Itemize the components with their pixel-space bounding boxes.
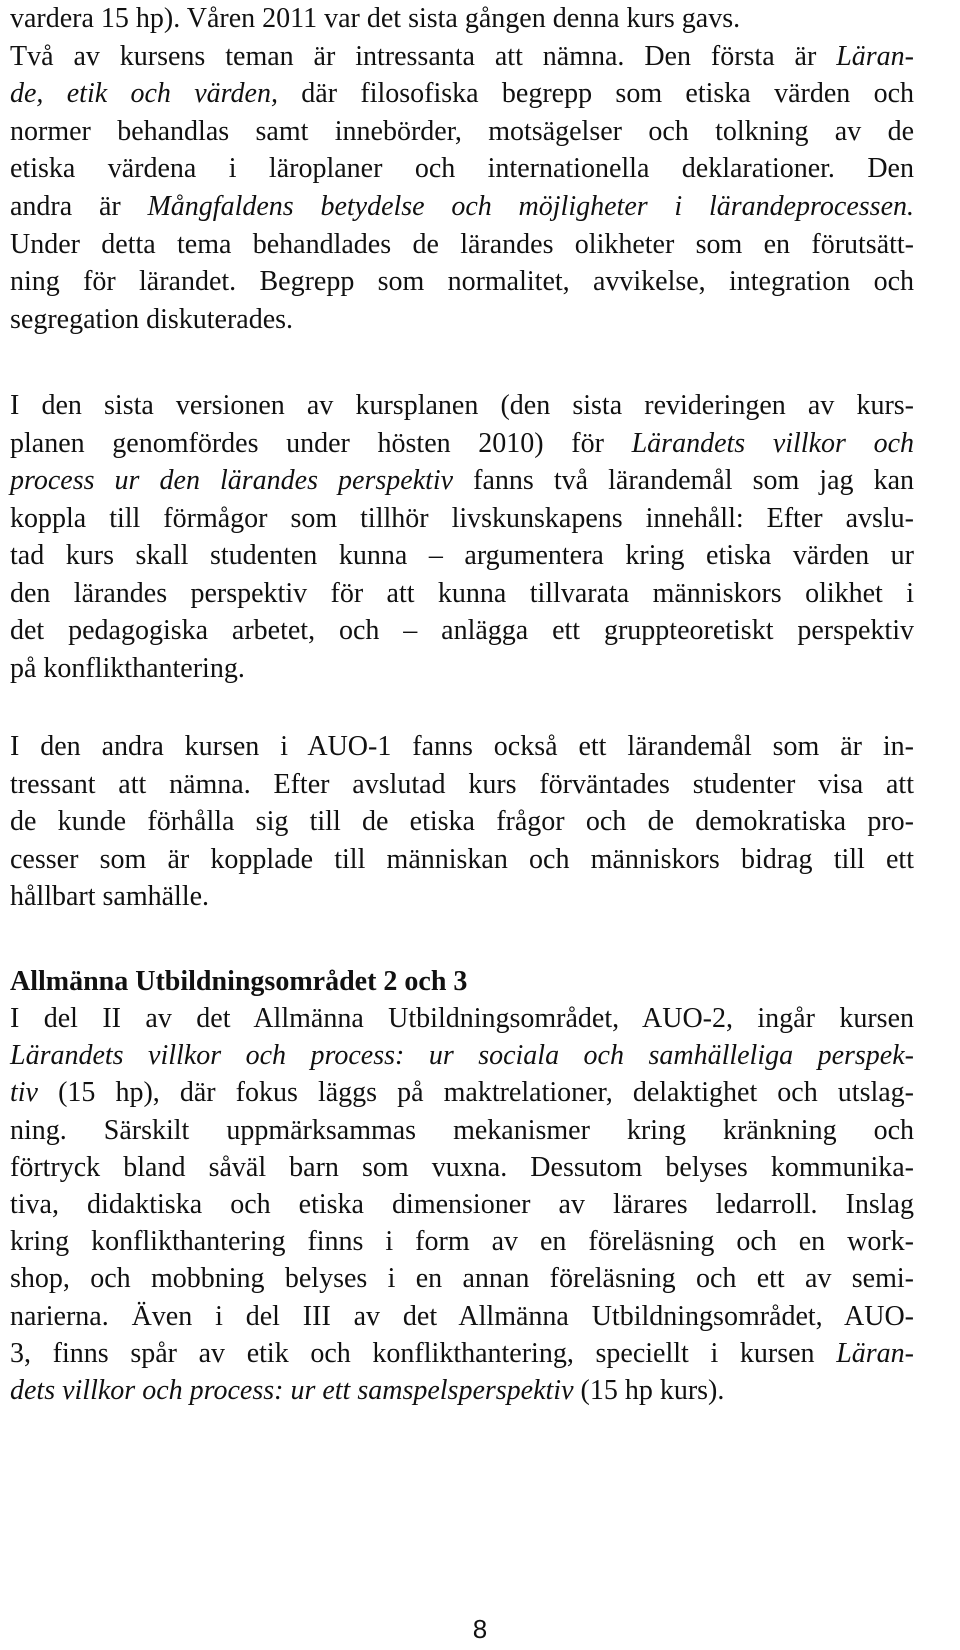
italic-title-text: dets villkor och process: ur ett samspelsperspektiv [10, 1375, 574, 1406]
text-line [10, 1038, 914, 1074]
text-line [10, 1224, 914, 1260]
body-text: tiva, didaktiska och etiska dimensioner av lärares ledarroll. Inslag [10, 1189, 914, 1220]
body-text: etiska värdena i läroplaner och internationella deklarationer. Den [10, 153, 914, 185]
body-text: andra är [10, 191, 148, 222]
text-line [10, 1261, 914, 1297]
body-text: där filosofiska begrepp som etiska värden och [277, 78, 914, 110]
text-line [10, 1187, 914, 1223]
body-text: fanns två lärandemål som jag kan [453, 465, 914, 496]
text-line [10, 501, 914, 537]
text-line [10, 1299, 914, 1335]
text-line [10, 39, 914, 75]
body-text: 3, finns spår av etik och konflikthantering, speciellt i kursen [10, 1337, 837, 1369]
body-text: I den sista versionen av kursplanen (den sista revideringen av kurs- [10, 390, 914, 421]
page-number: 8 [472, 1614, 488, 1644]
body-text: koppla till förmågor som tillhör livskunskapens innehåll: Efter avslu- [10, 502, 914, 534]
body-text: (15 hp), där fokus läggs på maktrelationer, delaktighet och utslag- [38, 1077, 914, 1109]
body-text: den lärandes perspektiv för att kunna tillvarata människors olikhet i [10, 577, 914, 609]
body-text: tad kurs skall studenten kunna – argumentera kring etiska värden ur [10, 540, 914, 571]
italic-title-text: de, etik och värden, [10, 78, 278, 110]
body-text: de kunde förhålla sig till de etiska frågor och de demokratiska pro- [10, 806, 914, 837]
italic-title-text: tiv [10, 1077, 38, 1109]
body-text: förtryck bland såväl barn som vuxna. Dessutom belyses kommunika- [10, 1151, 914, 1183]
text-line [10, 1150, 914, 1186]
text-line [10, 1, 740, 37]
body-text: ning för lärandet. Begrepp som normalitet, avvikelse, integration och [10, 266, 914, 298]
text-line [10, 576, 914, 612]
body-text: vardera 15 hp). Våren 2011 var det sista gången denna kurs gavs. [10, 3, 741, 34]
body-text: kring konflikthantering finns i form av en föreläsning och en work- [10, 1226, 914, 1258]
text-line [10, 1001, 914, 1037]
italic-title-text: Lärandets villkor och [631, 427, 914, 459]
body-text: shop, och mobbning belyses i en annan föreläsning och ett av semi- [10, 1263, 914, 1295]
text-line [10, 114, 914, 150]
italic-title-text: Läran- [836, 40, 914, 72]
italic-title-text: Mångfaldens betydelse och möjligheter i lärandeprocessen. [147, 191, 914, 222]
body-text: Under detta tema behandlades de lärandes olikheter som en förutsätt- [10, 228, 914, 260]
text-line [10, 1336, 914, 1372]
text-line [10, 76, 914, 112]
body-text: I del II av det Allmänna Utbildningsområdet, AUO-2, ingår kursen [10, 1003, 914, 1034]
text-line [10, 426, 914, 462]
text-line [10, 227, 914, 263]
body-text: Två av kursens teman är intressanta att nämna. Den första är [10, 40, 837, 72]
text-line [10, 463, 914, 499]
italic-title-text: process ur den lärandes perspektiv [10, 465, 454, 496]
text-line [10, 767, 914, 803]
text-line [10, 151, 914, 187]
italic-title-text: Läran- [836, 1337, 914, 1369]
body-text: tressant att nämna. Efter avslutad kurs förväntades studenter visa att [10, 768, 914, 800]
text-line [10, 879, 209, 915]
text-line [10, 302, 293, 338]
body-text: I den andra kursen i AUO-1 fanns också ett lärandemål som är in- [10, 731, 914, 762]
text-line [10, 1075, 914, 1111]
text-line [10, 651, 245, 687]
text-line [10, 804, 914, 840]
body-text: narierna. Även i del III av det Allmänna Utbildningsområdet, AUO- [10, 1300, 914, 1332]
body-text: hållbart samhälle. [10, 881, 210, 912]
italic-title-text: Lärandets villkor och process: ur sociala och samhälleliga perspek- [10, 1040, 914, 1072]
text-line [10, 613, 914, 649]
body-text: ning. Särskilt uppmärksammas mekanismer kring kränkning och [10, 1114, 914, 1146]
text-line [10, 388, 914, 424]
body-text: planen genomfördes under hösten 2010) för [10, 427, 632, 459]
text-line [10, 1373, 724, 1409]
body-text: det pedagogiska arbetet, och – anlägga ett gruppteoretiskt perspektiv [10, 615, 914, 646]
text-line [10, 1113, 914, 1149]
body-text: segregation diskuterades. [10, 303, 294, 335]
body-text: cesser som är kopplade till människan och människors bidrag till ett [10, 843, 914, 875]
section-heading: Allmänna Utbildningsområdet 2 och 3 [10, 966, 468, 997]
text-line [10, 538, 914, 574]
body-text: (15 hp kurs). [573, 1375, 725, 1406]
body-text: normer behandlas samt innebörder, motsägelser och tolkning av de [10, 115, 914, 147]
body-text: på konflikthantering. [10, 652, 245, 684]
text-line [10, 264, 914, 300]
text-line [10, 189, 914, 225]
text-line [10, 842, 914, 878]
text-line [10, 729, 914, 765]
